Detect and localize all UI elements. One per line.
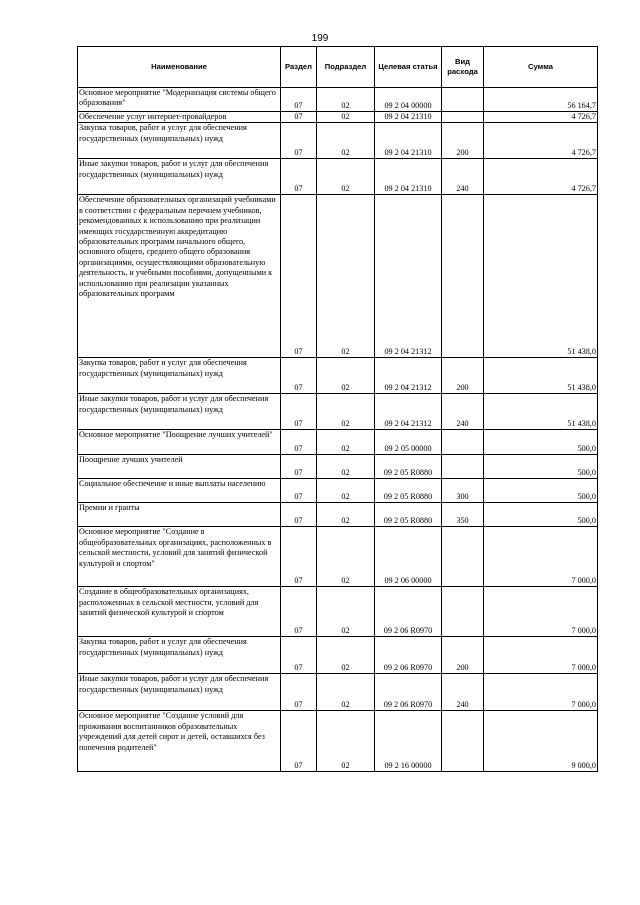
- table-header-row: [78, 47, 598, 88]
- table-row: [78, 430, 598, 455]
- cell-section: 07: [281, 674, 317, 711]
- cell-subsection: 02: [317, 430, 375, 455]
- table-row: [78, 527, 598, 587]
- table-row: [78, 711, 598, 772]
- cell-subsection: 02: [317, 674, 375, 711]
- cell-expense-type: [442, 527, 484, 587]
- cell-name: Основное мероприятие "Создание в общеобразовательных организациях, расположенных в сельской местности, условий для занятий физической культурой и спортом": [78, 527, 281, 587]
- cell-expense-type: [442, 112, 484, 123]
- cell-section: 07: [281, 587, 317, 637]
- table-row: [78, 123, 598, 159]
- cell-target-article: 09 2 06 00000: [375, 527, 442, 587]
- cell-expense-type: 300: [442, 479, 484, 503]
- cell-subsection: 02: [317, 479, 375, 503]
- cell-amount: 7 000,0: [484, 587, 598, 637]
- cell-expense-type: [442, 195, 484, 358]
- cell-section: 07: [281, 479, 317, 503]
- cell-subsection: 02: [317, 503, 375, 527]
- cell-expense-type: 200: [442, 637, 484, 674]
- cell-section: 07: [281, 394, 317, 430]
- cell-amount: 4 726,7: [484, 159, 598, 195]
- cell-name: Закупка товаров, работ и услуг для обеспечения государственных (муниципальных) нужд: [78, 123, 281, 159]
- cell-name: Обеспечение услуг интернет-провайдеров: [78, 112, 281, 123]
- table-row: [78, 503, 598, 527]
- cell-subsection: 02: [317, 88, 375, 112]
- cell-target-article: 09 2 04 21312: [375, 358, 442, 394]
- cell-target-article: 09 2 04 00000: [375, 88, 442, 112]
- cell-target-article: 09 2 04 21310: [375, 112, 442, 123]
- table-row: [78, 195, 598, 358]
- cell-amount: 500,0: [484, 503, 598, 527]
- cell-subsection: 02: [317, 587, 375, 637]
- cell-subsection: 02: [317, 711, 375, 772]
- cell-target-article: 09 2 05 R0880: [375, 503, 442, 527]
- cell-expense-type: [442, 455, 484, 479]
- cell-expense-type: [442, 430, 484, 455]
- table-row: [78, 88, 598, 112]
- cell-section: 07: [281, 159, 317, 195]
- cell-subsection: 02: [317, 455, 375, 479]
- cell-name: Обеспечение образовательных организаций учебниками в соответствии с федеральным перечнем учебников, рекомендованных к использованию при реализации имеющих государственную аккредитацию образовательных программ начального общего, основного общего, среднего общего образования организациями, осуществляющими образовательную деятельность, и учебными пособиями, допущенными к использованию при реализации указанных образовательных программ: [78, 195, 281, 358]
- cell-target-article: 09 2 04 21310: [375, 123, 442, 159]
- cell-target-article: 09 2 06 R0970: [375, 587, 442, 637]
- cell-amount: 7 000,0: [484, 527, 598, 587]
- cell-expense-type: [442, 587, 484, 637]
- column-header-expense-type: Вид расхода: [442, 47, 484, 88]
- column-header-target-article: Целевая статья: [375, 47, 442, 88]
- cell-amount: 9 000,0: [484, 711, 598, 772]
- table-row: [78, 358, 598, 394]
- cell-amount: 51 438,0: [484, 358, 598, 394]
- cell-name: Закупка товаров, работ и услуг для обеспечения государственных (муниципальных) нужд: [78, 358, 281, 394]
- column-header-name: Наименование: [78, 47, 281, 88]
- cell-section: 07: [281, 88, 317, 112]
- cell-subsection: 02: [317, 159, 375, 195]
- cell-expense-type: 200: [442, 358, 484, 394]
- cell-expense-type: 350: [442, 503, 484, 527]
- cell-name: Поощрение лучших учителей: [78, 455, 281, 479]
- cell-expense-type: 200: [442, 123, 484, 159]
- cell-section: 07: [281, 358, 317, 394]
- cell-section: 07: [281, 112, 317, 123]
- table-row: [78, 674, 598, 711]
- cell-amount: 500,0: [484, 479, 598, 503]
- cell-section: 07: [281, 455, 317, 479]
- table-row: [78, 479, 598, 503]
- cell-name: Закупка товаров, работ и услуг для обеспечения государственных (муниципальных) нужд: [78, 637, 281, 674]
- cell-target-article: 09 2 05 R0880: [375, 455, 442, 479]
- cell-subsection: 02: [317, 358, 375, 394]
- table-row: [78, 394, 598, 430]
- cell-section: 07: [281, 637, 317, 674]
- cell-amount: 500,0: [484, 455, 598, 479]
- cell-subsection: 02: [317, 123, 375, 159]
- cell-amount: 7 000,0: [484, 637, 598, 674]
- column-header-amount: Сумма: [484, 47, 598, 88]
- cell-expense-type: 240: [442, 674, 484, 711]
- cell-target-article: 09 2 05 R0880: [375, 479, 442, 503]
- table-row: [78, 159, 598, 195]
- cell-name: Иные закупки товаров, работ и услуг для обеспечения государственных (муниципальных) нужд: [78, 159, 281, 195]
- cell-section: 07: [281, 503, 317, 527]
- cell-target-article: 09 2 04 21310: [375, 159, 442, 195]
- cell-subsection: 02: [317, 112, 375, 123]
- cell-amount: 4 726,7: [484, 112, 598, 123]
- cell-subsection: 02: [317, 527, 375, 587]
- cell-name: Основное мероприятие "Создание условий для проживания воспитанников образовательных учреждений для детей сирот и детей, оставшихся без попечения родителей": [78, 711, 281, 772]
- cell-expense-type: [442, 711, 484, 772]
- cell-name: Основное мероприятие "Поощрение лучших учителей": [78, 430, 281, 455]
- cell-target-article: 09 2 06 R0970: [375, 637, 442, 674]
- page-number: 199: [311, 33, 329, 44]
- cell-amount: 56 164,7: [484, 88, 598, 112]
- cell-section: 07: [281, 527, 317, 587]
- cell-target-article: 09 2 16 00000: [375, 711, 442, 772]
- cell-subsection: 02: [317, 195, 375, 358]
- cell-section: 07: [281, 195, 317, 358]
- cell-section: 07: [281, 430, 317, 455]
- cell-amount: 7 000,0: [484, 674, 598, 711]
- cell-amount: 500,0: [484, 430, 598, 455]
- cell-name: Социальное обеспечение и иные выплаты населению: [78, 479, 281, 503]
- cell-section: 07: [281, 711, 317, 772]
- cell-section: 07: [281, 123, 317, 159]
- column-header-subsection: Подраздел: [317, 47, 375, 88]
- budget-table: [77, 46, 598, 772]
- table-row: [78, 637, 598, 674]
- cell-name: Создание в общеобразовательных организациях, расположенных в сельской местности, условий для занятий физической культурой и спортом: [78, 587, 281, 637]
- cell-subsection: 02: [317, 394, 375, 430]
- cell-expense-type: 240: [442, 394, 484, 430]
- cell-target-article: 09 2 05 00000: [375, 430, 442, 455]
- cell-expense-type: [442, 88, 484, 112]
- table-row: [78, 112, 598, 123]
- cell-name: Премии и гранты: [78, 503, 281, 527]
- cell-amount: 51 438,0: [484, 195, 598, 358]
- cell-name: Основное мероприятие "Модернизация системы общего образования": [78, 88, 281, 112]
- cell-target-article: 09 2 06 R0970: [375, 674, 442, 711]
- cell-amount: 4 726,7: [484, 123, 598, 159]
- table-row: [78, 455, 598, 479]
- cell-target-article: 09 2 04 21312: [375, 195, 442, 358]
- cell-amount: 51 438,0: [484, 394, 598, 430]
- table-row: [78, 587, 598, 637]
- cell-subsection: 02: [317, 637, 375, 674]
- column-header-section: Раздел: [281, 47, 317, 88]
- cell-name: Иные закупки товаров, работ и услуг для обеспечения государственных (муниципальных) нужд: [78, 394, 281, 430]
- cell-target-article: 09 2 04 21312: [375, 394, 442, 430]
- cell-name: Иные закупки товаров, работ и услуг для обеспечения государственных (муниципальных) нужд: [78, 674, 281, 711]
- cell-expense-type: 240: [442, 159, 484, 195]
